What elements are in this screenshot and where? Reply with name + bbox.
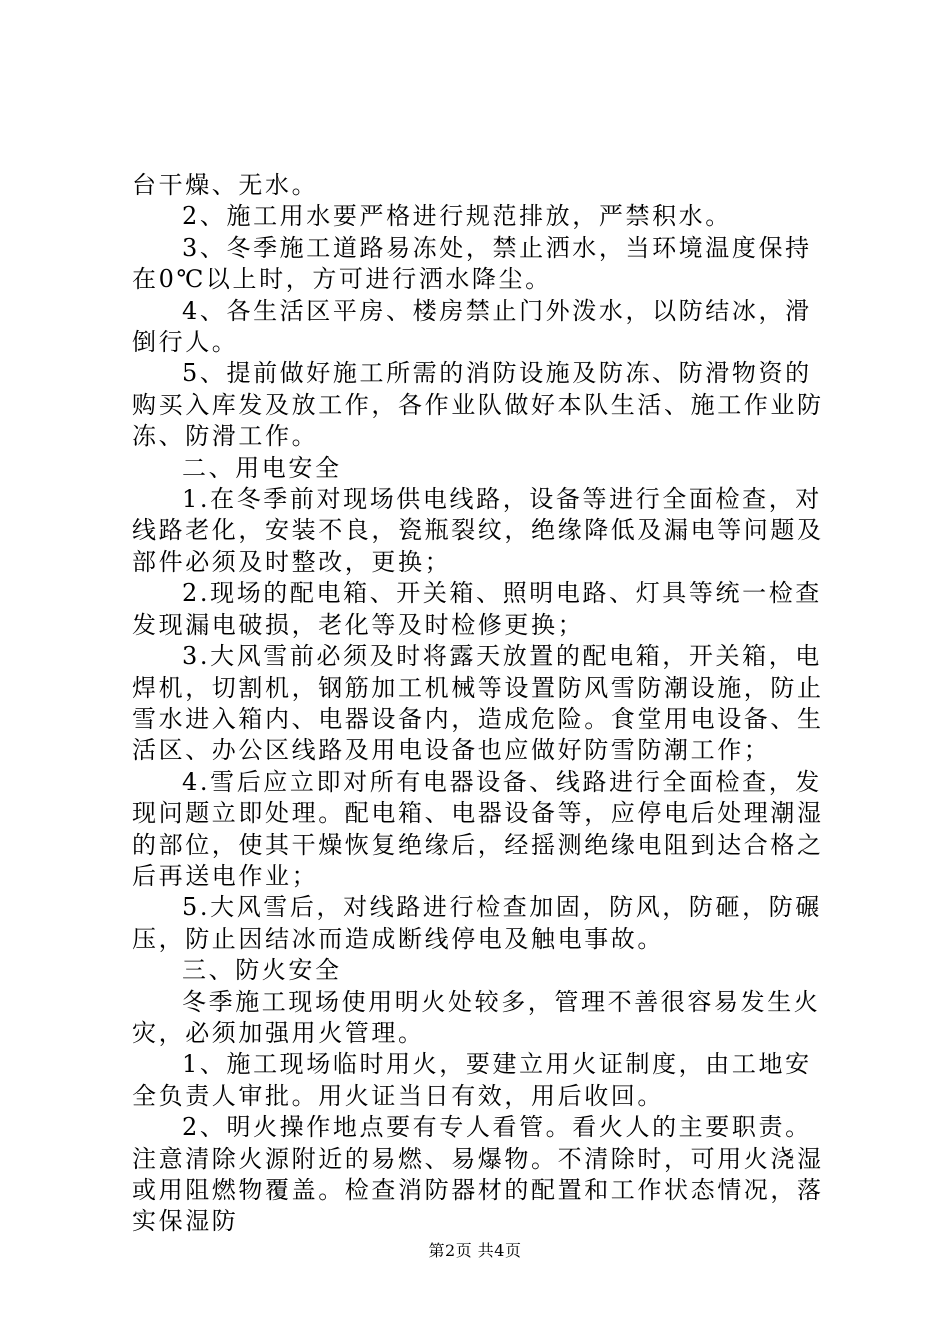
- paragraph: 1.在冬季前对现场供电线路，设备等进行全面检查，对线路老化，安装不良，瓷瓶裂纹，绝缘降低及漏电等问题及部件必须及时整改，更换；: [132, 485, 824, 576]
- paragraph: 台干燥、无水。: [132, 171, 319, 199]
- paragraph: 4.雪后应立即对所有电器设备、线路进行全面检查，发现问题立即处理。配电箱、电器设备等，应停电后处理潮湿的部位，使其干燥恢复绝缘后，经摇测绝缘电阻到达合格之后再送电作业；: [132, 767, 824, 890]
- paragraph: 5、提前做好施工所需的消防设施及防冻、防滑物资的购买入库发及放工作，各作业队做好本队生活、施工作业防冻、防滑工作。: [132, 359, 824, 451]
- paragraph: 4、各生活区平房、楼房禁止门外泼水，以防结冰，滑倒行人。: [132, 296, 812, 357]
- paragraph: 三、防火安全: [182, 956, 342, 985]
- document-body: [132, 170, 832, 1238]
- page-footer: 第2页 共4页: [428, 1241, 522, 1260]
- paragraph: 5.大风雪后，对线路进行检查加固，防风，防砸，防碾压，防止因结冰而造成断线停电及触电事故。: [132, 893, 822, 953]
- paragraph: 3、冬季施工道路易冻处，禁止洒水，当环境温度保持在0℃以上时，方可进行洒水降尘。: [132, 233, 812, 294]
- paragraph: 3.大风雪前必须及时将露天放置的配电箱，开关箱，电焊机，切割机，钢筋加工机械等设置防风雪防潮设施，防止雪水进入箱内、电器设备内，造成危险。食堂用电设备、生活区、办公区线路及用电设备也应做好防雪防潮工作；: [132, 642, 824, 765]
- paragraph: 2.现场的配电箱、开关箱、照明电路、灯具等统一检查发现漏电破损，老化等及时检修更换；: [132, 579, 822, 639]
- paragraph: 2、施工用水要严格进行规范排放，严禁积水。: [182, 202, 732, 231]
- paragraph: 2、明火操作地点要有专人看管。看火人的主要职责。注意清除火源附近的易燃、易爆物。不清除时，可用火浇湿或用阻燃物覆盖。检查消防器材的配置和工作状态情况，落实保湿防: [132, 1113, 824, 1236]
- paragraph: 1、施工现场临时用火，要建立用火证制度，由工地安全负责人审批。用火证当日有效，用后收回。: [132, 1050, 812, 1110]
- paragraph: 冬季施工现场使用明火处较多，管理不善很容易发生火灾，必须加强用火管理。: [132, 987, 821, 1047]
- paragraph: 二、用电安全: [182, 453, 342, 482]
